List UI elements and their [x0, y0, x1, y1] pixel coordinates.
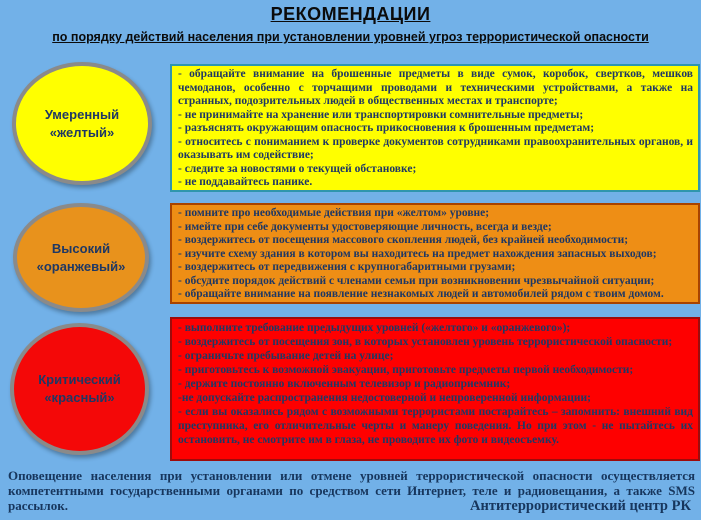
page-title	[0, 4, 701, 25]
instruction-item: - обращайте внимание на брошенные предметы в виде сумок, коробок, свертков, мешков чемоданов, особенно с торчащими проводами и техническими устройствами, а также на странных, подозрительных людей в общественных местах и транспорте;	[178, 68, 693, 107]
level-badge-yellow-label	[45, 106, 119, 141]
instruction-item: - не принимайте на хранение или транспортировки сомнительные предметы;	[178, 108, 584, 121]
level-red-instructions	[170, 317, 700, 461]
level-yellow-tag: «желтый»	[49, 124, 115, 140]
level-badge-orange	[13, 203, 149, 312]
instruction-item: - имейте при себе документы удостоверяющие личность, всегда и везде;	[178, 220, 552, 233]
notification-notice: Оповещение населения при установлении или отмене уровней террористической опасности осуществляется компетентными государственными органами по средством сети Интернет, теле и радиовещания, а также SMS рассылок.	[8, 468, 695, 513]
level-red-tag: «красный»	[44, 390, 115, 405]
level-orange-tag: «оранжевый»	[36, 258, 126, 274]
level-orange-name: Высокий	[51, 240, 111, 256]
instruction-item: - держите постоянно включенным телевизор и радиоприемник;	[178, 378, 511, 390]
level-badge-red	[10, 323, 149, 455]
instruction-item: - если вы оказались рядом с возможными террористами постарайтесь – запомнить: внешний вид преступника, его отличительные черты и манеру поведения. Но при этом - не пытайтесь их остановить, не смотрите им в глаза, не проводите их фото и видеосъемку.	[178, 406, 693, 446]
level-badge-yellow	[12, 62, 152, 185]
instruction-item: - выполните требование предыдущих уровней («желтого» и «оранжевого»);	[178, 322, 571, 334]
instruction-item: -не допускайте распространения недостоверной и непроверенной информации;	[178, 392, 591, 404]
level-red-name: Критический	[38, 372, 121, 388]
level-badge-orange-label	[37, 240, 126, 275]
page-subtitle	[0, 28, 701, 46]
level-yellow-name: Умеренный	[44, 106, 120, 122]
instruction-item: - помните про необходимые действия при «желтом» уровне;	[178, 207, 490, 219]
instruction-item: - относитесь с пониманием к проверке документов сотрудниками правоохранительных органов, и оказывать им содействие;	[178, 135, 693, 161]
page-subtitle-text: по порядку действий населения при установлении уровней угроз террористической опасности	[52, 30, 649, 44]
instruction-item: - изучите схему здания в котором вы находитесь на предмет нахождения запасных выходов;	[178, 247, 657, 260]
instruction-item: - приготовьтесь к возможной эвакуации, приготовьте предметы первой необходимости;	[178, 364, 634, 376]
instruction-item: - разъяснять окружающим опасность прикосновения к брошенным предметам;	[178, 122, 595, 134]
instruction-item: - не поддавайтесь панике.	[178, 176, 313, 188]
instruction-item: - воздержитесь от посещения массового скопления людей, без крайней необходимости;	[178, 234, 629, 246]
instruction-item: - воздержитесь от посещения зон, в которых установлен уровень террористической опасности;	[178, 336, 673, 348]
instruction-item: - обращайте внимание на появление незнакомых людей и автомобилей рядом с твоим домом.	[178, 288, 664, 300]
level-orange-instructions	[170, 203, 700, 304]
instruction-item: - следите за новостями о текущей обстановке;	[178, 162, 417, 175]
level-yellow-instructions	[170, 64, 700, 192]
instruction-item: - ограничьте пребывание детей на улице;	[178, 350, 394, 362]
instruction-item: - воздержитесь от передвижения с крупногабаритными грузами;	[178, 261, 516, 273]
instruction-item: - обсудите порядок действий с членами семьи при возникновении чрезвычайной ситуации;	[178, 274, 655, 287]
antiterror-center-credit: Антитеррористический центр РК	[470, 498, 691, 514]
level-badge-red-label	[38, 371, 121, 406]
page-title-text: РЕКОМЕНДАЦИИ	[270, 4, 431, 24]
